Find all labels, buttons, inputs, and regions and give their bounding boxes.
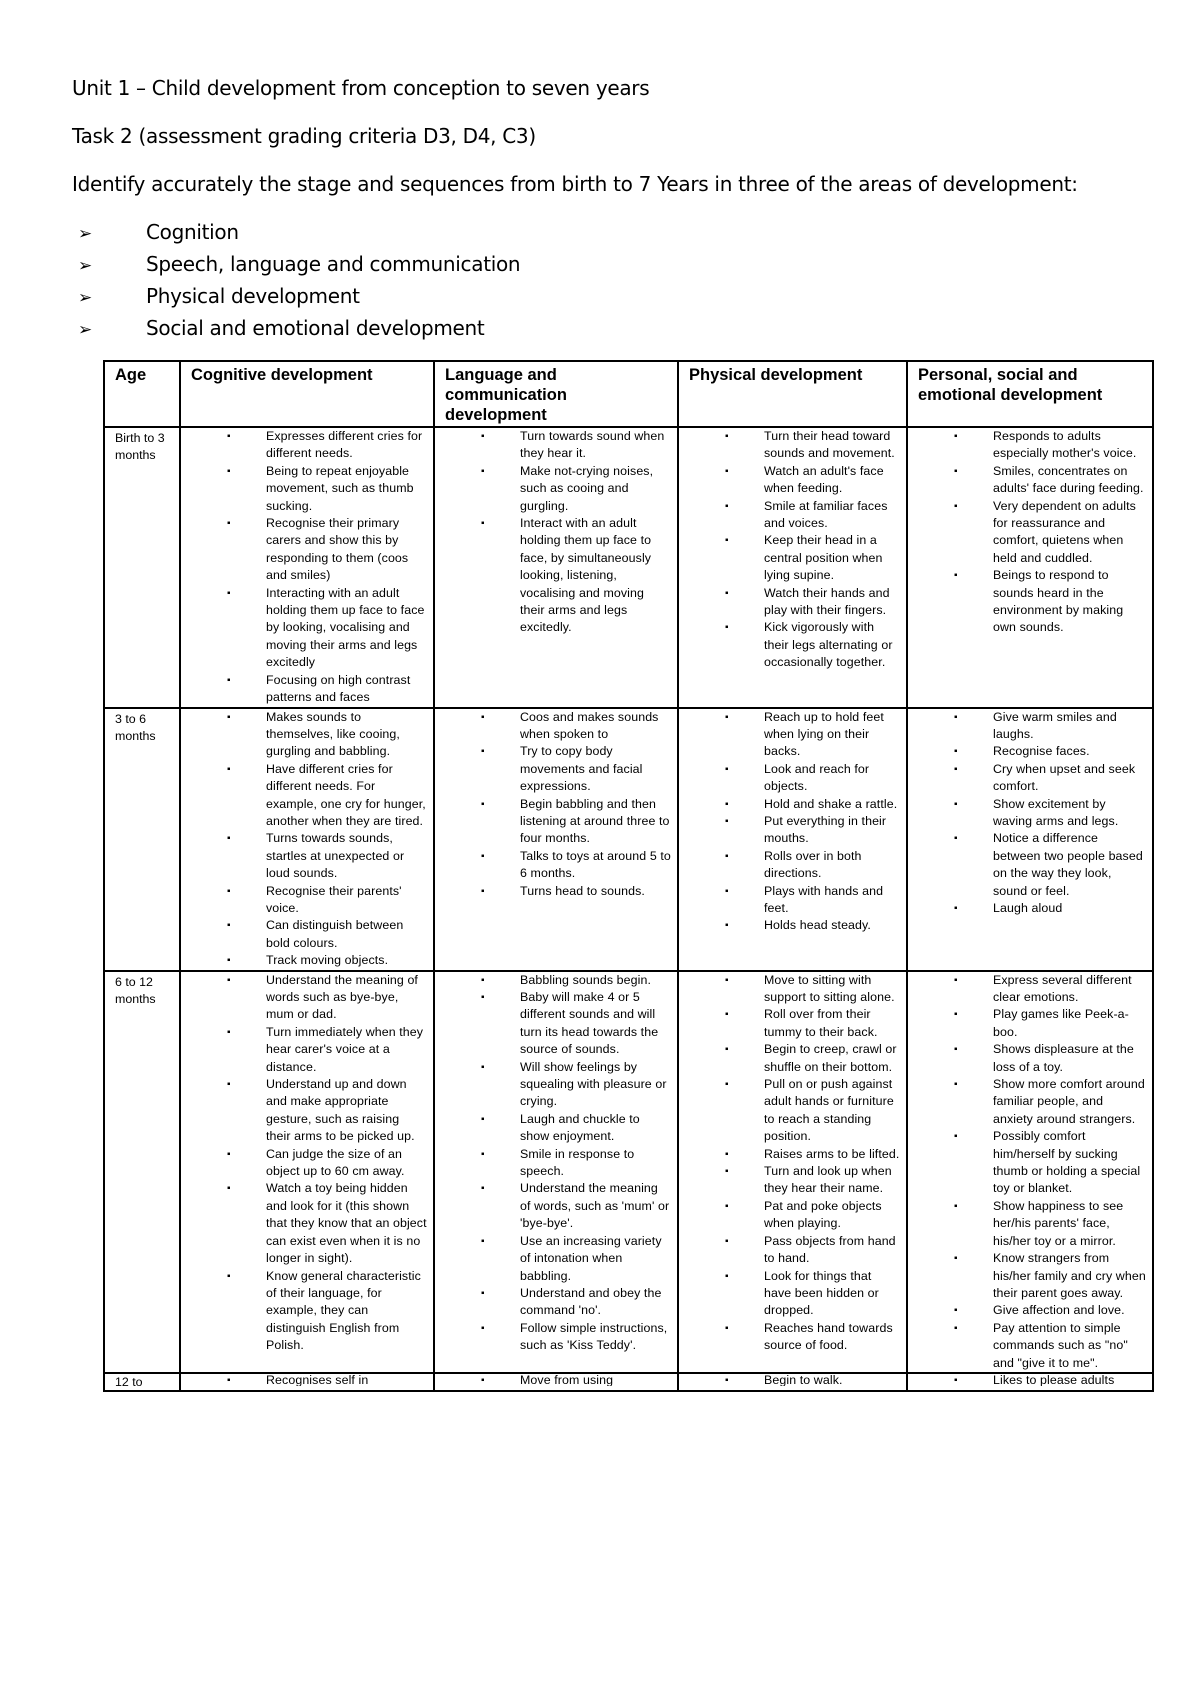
development-table <box>103 360 1154 1392</box>
cut-off-content <box>679 1373 906 1386</box>
list-item: ▪ Will show feelings by squealing with pleasure or crying. <box>435 1059 677 1111</box>
physical-list <box>679 972 906 1355</box>
list-item: ▪ Show happiness to see her/his parents' face, his/her toy or a mirror. <box>908 1198 1152 1250</box>
instruction-text: Identify accurately the stage and sequences from birth to 7 Years in three of the areas of development: <box>72 172 1078 196</box>
list-item: ▪ Holds head steady. <box>679 917 906 934</box>
language-list <box>435 1373 677 1386</box>
social-cell <box>907 1373 1153 1391</box>
list-item: ▪ Turn and look up when they hear their name. <box>679 1163 906 1198</box>
list-item: ▪ Raises arms to be lifted. <box>679 1146 906 1163</box>
age-cell: 6 to 12 months <box>104 971 180 1373</box>
list-item: ▪ Try to copy body movements and facial expressions. <box>435 743 677 795</box>
list-item: ▪ Recognises self in <box>181 1373 433 1386</box>
list-item: ▪ Pass objects from hand to hand. <box>679 1233 906 1268</box>
list-item: ▪ Very dependent on adults for reassurance and comfort, quietens when held and cuddled. <box>908 498 1152 568</box>
age-cell <box>104 1373 180 1391</box>
list-item: ▪ Watch their hands and play with their fingers. <box>679 585 906 620</box>
header-physical: Physical development <box>678 361 907 427</box>
list-item: ▪ Hold and shake a rattle. <box>679 796 906 813</box>
header-social: Personal, social and emotional development <box>907 361 1153 427</box>
table-header-row <box>104 361 1153 427</box>
list-item: ▪ Recognise their primary carers and show this by responding to them (coos and smiles) <box>181 515 433 585</box>
table-row <box>104 708 1153 971</box>
list-item: ▪ Begin to creep, crawl or shuffle on their bottom. <box>679 1041 906 1076</box>
list-item: ▪ Turn towards sound when they hear it. <box>435 428 677 463</box>
list-item: ▪ Pull on or push against adult hands or furniture to reach a standing position. <box>679 1076 906 1146</box>
language-cell <box>434 971 678 1373</box>
social-cell <box>907 971 1153 1373</box>
cognitive-list <box>181 428 433 707</box>
age-cell: Birth to 3 months <box>104 427 180 708</box>
list-item: ▪ Move to sitting with support to sitting alone. <box>679 972 906 1007</box>
list-item: ▪ Laugh aloud <box>908 900 1152 917</box>
area-item-physical: ➢ Physical development <box>78 284 360 308</box>
list-item: ▪ Play games like Peek-a-boo. <box>908 1006 1152 1041</box>
language-cell <box>434 1373 678 1391</box>
list-item: ▪ Look for things that have been hidden or dropped. <box>679 1268 906 1320</box>
list-item: ▪ Understand up and down and make appropriate gesture, such as raising their arms to be picked up. <box>181 1076 433 1146</box>
list-item: ▪ Know general characteristic of their language, for example, they can distinguish English from Polish. <box>181 1268 433 1355</box>
cognitive-list <box>181 1373 433 1386</box>
list-item: ▪ Move from using <box>435 1373 677 1386</box>
list-item: ▪ Have different cries for different needs. For example, one cry for hunger, another when they are tired. <box>181 761 433 831</box>
area-item-cognition: ➢ Cognition <box>78 220 239 244</box>
physical-cell <box>678 1373 907 1391</box>
list-item: ▪ Watch a toy being hidden and look for it (this shown that they know that an object can exist even when it is no longer in sight). <box>181 1180 433 1267</box>
social-list <box>908 428 1152 637</box>
area-item-social: ➢ Social and emotional development <box>78 316 485 340</box>
physical-list <box>679 428 906 672</box>
list-item: ▪ Keep their head in a central position when lying supine. <box>679 532 906 584</box>
cognitive-cell <box>180 1373 434 1391</box>
physical-cell <box>678 708 907 971</box>
list-item: ▪ Turns head to sounds. <box>435 883 677 900</box>
list-item: ▪ Can distinguish between bold colours. <box>181 917 433 952</box>
list-item: ▪ Makes sounds to themselves, like cooing, gurgling and babbling. <box>181 709 433 761</box>
list-item: ▪ Track moving objects. <box>181 952 433 969</box>
list-item: ▪ Turn immediately when they hear carer's voice at a distance. <box>181 1024 433 1076</box>
list-item: ▪ Begin babbling and then listening at around three to four months. <box>435 796 677 848</box>
list-item: ▪ Talks to toys at around 5 to 6 months. <box>435 848 677 883</box>
age-text: 12 to <box>115 1374 143 1388</box>
list-item: ▪ Likes to please adults <box>908 1373 1152 1386</box>
list-item: ▪ Baby will make 4 or 5 different sounds and will turn its head towards the source of sounds. <box>435 989 677 1059</box>
list-item: ▪ Responds to adults especially mother's voice. <box>908 428 1152 463</box>
arrow-bullet-icon: ➢ <box>78 256 92 276</box>
list-item: ▪ Possibly comfort him/herself by sucking thumb or holding a special toy or blanket. <box>908 1128 1152 1198</box>
list-item: ▪ Turns towards sounds, startles at unexpected or loud sounds. <box>181 830 433 882</box>
list-item: ▪ Watch an adult's face when feeding. <box>679 463 906 498</box>
social-list <box>908 1373 1152 1386</box>
physical-cell <box>678 971 907 1373</box>
list-item: ▪ Expresses different cries for different needs. <box>181 428 433 463</box>
list-item: ▪ Express several different clear emotions. <box>908 972 1152 1007</box>
list-item: ▪ Recognise faces. <box>908 743 1152 760</box>
list-item: ▪ Babbling sounds begin. <box>435 972 677 989</box>
cut-off-content <box>181 1373 433 1386</box>
cognitive-list <box>181 972 433 1355</box>
table-row <box>104 971 1153 1373</box>
list-item: ▪ Roll over from their tummy to their back. <box>679 1006 906 1041</box>
list-item: ▪ Give warm smiles and laughs. <box>908 709 1152 744</box>
arrow-bullet-icon: ➢ <box>78 320 92 340</box>
physical-list <box>679 1373 906 1386</box>
list-item: ▪ Kick vigorously with their legs alternating or occasionally together. <box>679 619 906 671</box>
list-item: ▪ Plays with hands and feet. <box>679 883 906 918</box>
cut-off-content <box>908 1373 1152 1386</box>
arrow-bullet-icon: ➢ <box>78 288 92 308</box>
list-item: ▪ Understand and obey the command 'no'. <box>435 1285 677 1320</box>
list-item: ▪ Focusing on high contrast patterns and faces <box>181 672 433 707</box>
list-item: ▪ Interacting with an adult holding them up face to face by looking, vocalising and moving their arms and legs excitedly <box>181 585 433 672</box>
list-item: ▪ Give affection and love. <box>908 1302 1152 1319</box>
list-item: ▪ Use an increasing variety of intonation when babbling. <box>435 1233 677 1285</box>
header-cognitive: Cognitive development <box>180 361 434 427</box>
list-item: ▪ Put everything in their mouths. <box>679 813 906 848</box>
list-item: ▪ Can judge the size of an object up to 60 cm away. <box>181 1146 433 1181</box>
cognitive-cell <box>180 708 434 971</box>
list-item: ▪ Make not-crying noises, such as cooing and gurgling. <box>435 463 677 515</box>
physical-cell <box>678 427 907 708</box>
list-item: ▪ Smiles, concentrates on adults' face during feeding. <box>908 463 1152 498</box>
language-cell <box>434 708 678 971</box>
task-heading: Task 2 (assessment grading criteria D3, D4, C3) <box>72 124 536 148</box>
cut-off-content <box>435 1373 677 1386</box>
list-item: ▪ Rolls over in both directions. <box>679 848 906 883</box>
physical-list <box>679 709 906 935</box>
cognitive-list <box>181 709 433 970</box>
list-item: ▪ Laugh and chuckle to show enjoyment. <box>435 1111 677 1146</box>
cognitive-cell <box>180 427 434 708</box>
arrow-bullet-icon: ➢ <box>78 224 92 244</box>
list-item: ▪ Cry when upset and seek comfort. <box>908 761 1152 796</box>
list-item: ▪ Understand the meaning of words such as bye-bye, mum or dad. <box>181 972 433 1024</box>
language-list <box>435 972 677 1355</box>
list-item: ▪ Pay attention to simple commands such as "no" and "give it to me". <box>908 1320 1152 1372</box>
list-item: ▪ Follow simple instructions, such as 'Kiss Teddy'. <box>435 1320 677 1355</box>
table-row <box>104 427 1153 708</box>
list-item: ▪ Smile at familiar faces and voices. <box>679 498 906 533</box>
list-item: ▪ Begin to walk. <box>679 1373 906 1386</box>
list-item: ▪ Look and reach for objects. <box>679 761 906 796</box>
list-item: ▪ Shows displeasure at the loss of a toy. <box>908 1041 1152 1076</box>
unit-title: Unit 1 – Child development from conception to seven years <box>72 76 650 100</box>
list-item: ▪ Smile in response to speech. <box>435 1146 677 1181</box>
list-item: ▪ Reaches hand towards source of food. <box>679 1320 906 1355</box>
list-item: ▪ Beings to respond to sounds heard in the environment by making own sounds. <box>908 567 1152 637</box>
list-item: ▪ Being to repeat enjoyable movement, such as thumb sucking. <box>181 463 433 515</box>
social-cell <box>907 427 1153 708</box>
language-list <box>435 709 677 900</box>
age-cell: 3 to 6 months <box>104 708 180 971</box>
list-item: ▪ Understand the meaning of words, such as 'mum' or 'bye-bye'. <box>435 1180 677 1232</box>
list-item: ▪ Coos and makes sounds when spoken to <box>435 709 677 744</box>
list-item: ▪ Reach up to hold feet when lying on their backs. <box>679 709 906 761</box>
list-item: ▪ Show excitement by waving arms and legs. <box>908 796 1152 831</box>
language-cell <box>434 427 678 708</box>
list-item: ▪ Interact with an adult holding them up face to face, by simultaneously looking, listening, vocalising and moving their arms and legs excitedly. <box>435 515 677 637</box>
area-item-speech: ➢ Speech, language and communication <box>78 252 521 276</box>
header-language: Language and communication development <box>434 361 678 427</box>
list-item: ▪ Turn their head toward sounds and movement. <box>679 428 906 463</box>
cognitive-cell <box>180 971 434 1373</box>
list-item: ▪ Notice a difference between two people based on the way they look, sound or feel. <box>908 830 1152 900</box>
language-list <box>435 428 677 637</box>
list-item: ▪ Recognise their parents' voice. <box>181 883 433 918</box>
social-list <box>908 709 1152 918</box>
social-list <box>908 972 1152 1372</box>
social-cell <box>907 708 1153 971</box>
list-item: ▪ Show more comfort around familiar people, and anxiety around strangers. <box>908 1076 1152 1128</box>
list-item: ▪ Pat and poke objects when playing. <box>679 1198 906 1233</box>
table-row <box>104 1373 1153 1391</box>
header-age: Age <box>104 361 180 427</box>
list-item: ▪ Know strangers from his/her family and cry when their parent goes away. <box>908 1250 1152 1302</box>
